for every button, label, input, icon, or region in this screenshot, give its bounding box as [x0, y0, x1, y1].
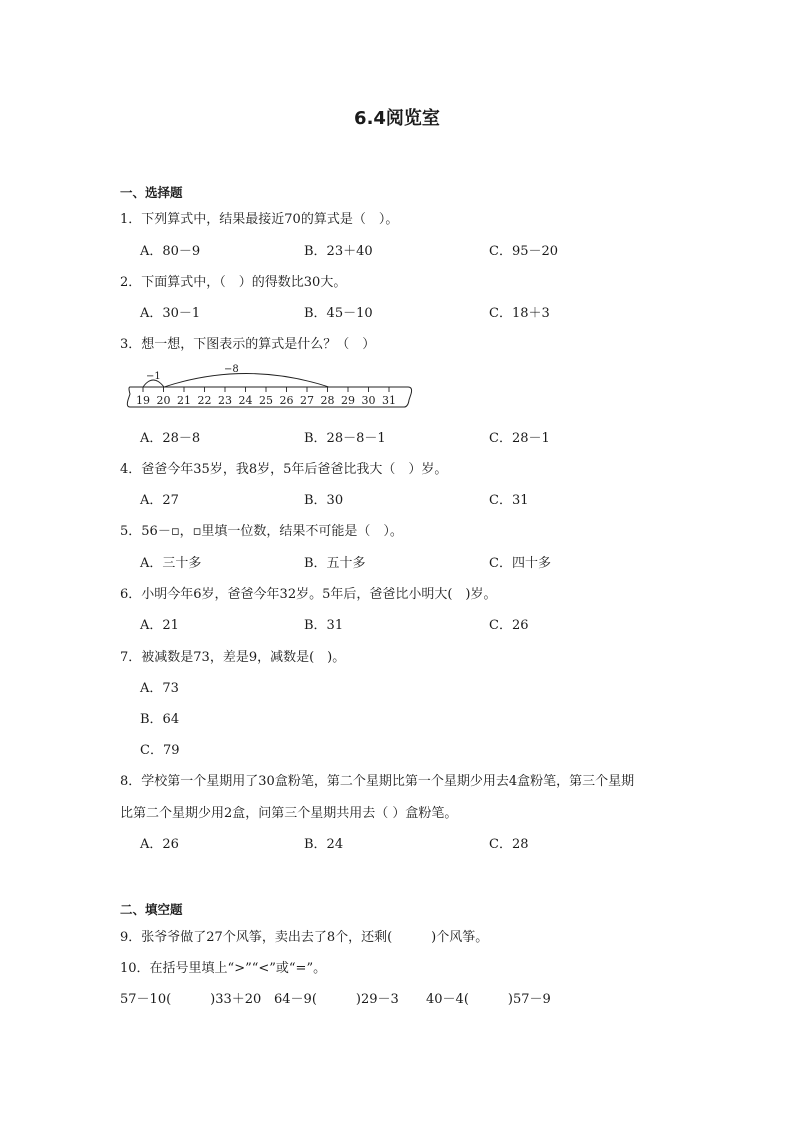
q5-option-a[interactable]: A．三十多 [140, 556, 202, 571]
question-8-line-1: 8．学校第一个星期用了30盒粉笔，第二个星期比第一个星期少用去4盒粉笔，第三个星期 [120, 774, 635, 789]
q1-option-b[interactable]: B．23＋40 [304, 244, 373, 259]
q7-option-b[interactable]: B．64 [140, 712, 180, 727]
number-line-figure [126, 362, 416, 412]
tick-label: 21 [177, 394, 191, 407]
q1-option-a[interactable]: A．80－9 [140, 244, 201, 259]
question-5: 5．56－▫，▫里填一位数，结果不可能是（ ）。 [120, 524, 403, 539]
q8-option-a[interactable]: A．26 [140, 837, 179, 852]
page-title: 6.4阅览室 [354, 108, 440, 129]
question-6: 6．小明今年6岁，爸爸今年32岁。5年后，爸爸比小明大( )岁。 [120, 587, 497, 602]
tick-label: 22 [197, 394, 212, 407]
q2-option-a[interactable]: A．30－1 [140, 306, 201, 321]
q4-option-a[interactable]: A．27 [140, 493, 179, 508]
question-9: 9．张爷爷做了27个风筝，卖出去了8个，还剩( )个风筝。 [120, 930, 489, 945]
q5-option-c[interactable]: C．四十多 [489, 556, 551, 571]
q4-option-b[interactable]: B．30 [304, 493, 344, 508]
q4-option-c[interactable]: C．31 [489, 493, 529, 508]
q3-option-a[interactable]: A．28－8 [140, 431, 201, 446]
q6-option-b[interactable]: B．31 [304, 618, 344, 633]
tick-label: 28 [320, 394, 335, 407]
tick-label: 29 [341, 394, 355, 407]
question-2: 2．下面算式中，（ ）的得数比30大。 [120, 275, 347, 290]
section-choice-heading: 一、选择题 [120, 185, 183, 200]
tick-label: 31 [382, 394, 396, 407]
q6-option-c[interactable]: C．26 [489, 618, 529, 633]
q1-option-c[interactable]: C．95－20 [489, 244, 559, 259]
tick-label: 20 [156, 394, 171, 407]
section-fill-heading: 二、填空题 [120, 902, 183, 917]
tick-label: 23 [218, 394, 232, 407]
tick-label: 30 [361, 394, 376, 407]
q5-option-b[interactable]: B．五十多 [304, 556, 366, 571]
q6-option-a[interactable]: A．21 [140, 618, 179, 633]
q10-compare-1[interactable]: 57－10( )33＋20 [120, 992, 262, 1007]
q10-compare-2[interactable]: 64－9( )29－3 [274, 992, 399, 1007]
arc-minus-1-label: −1 [146, 371, 161, 382]
question-10: 10．在括号里填上“>”“<”或“=”。 [120, 961, 327, 976]
q3-option-c[interactable]: C．28－1 [489, 431, 550, 446]
q3-option-b[interactable]: B．28－8－1 [304, 431, 386, 446]
question-3: 3．想一想，下图表示的算式是什么？（ ） [120, 337, 376, 352]
q7-option-a[interactable]: A．73 [140, 681, 179, 696]
tick-label: 25 [259, 394, 273, 407]
question-7: 7．被减数是73，差是9，减数是( )。 [120, 650, 346, 665]
q8-option-b[interactable]: B．24 [304, 837, 344, 852]
question-4: 4．爸爸今年35岁，我8岁，5年后爸爸比我大（ ）岁。 [120, 462, 448, 477]
arc-minus-8 [164, 374, 329, 388]
q8-option-c[interactable]: C．28 [489, 837, 529, 852]
q7-option-c[interactable]: C．79 [140, 743, 180, 758]
q2-option-c[interactable]: C．18＋3 [489, 306, 550, 321]
q2-option-b[interactable]: B．45－10 [304, 306, 373, 321]
question-1: 1．下列算式中，结果最接近70的算式是（ ）。 [120, 212, 399, 227]
tick-label: 19 [136, 394, 150, 407]
ruler-ticks [136, 387, 396, 407]
q10-compare-3[interactable]: 40－4( )57－9 [426, 992, 551, 1007]
arc-minus-8-label: −8 [224, 364, 239, 375]
tick-label: 26 [279, 394, 294, 407]
tick-label: 24 [238, 394, 253, 407]
tick-label: 27 [300, 394, 314, 407]
question-8-line-2: 比第二个星期少用2盒，问第三个星期共用去（ ）盒粉笔。 [120, 806, 458, 821]
